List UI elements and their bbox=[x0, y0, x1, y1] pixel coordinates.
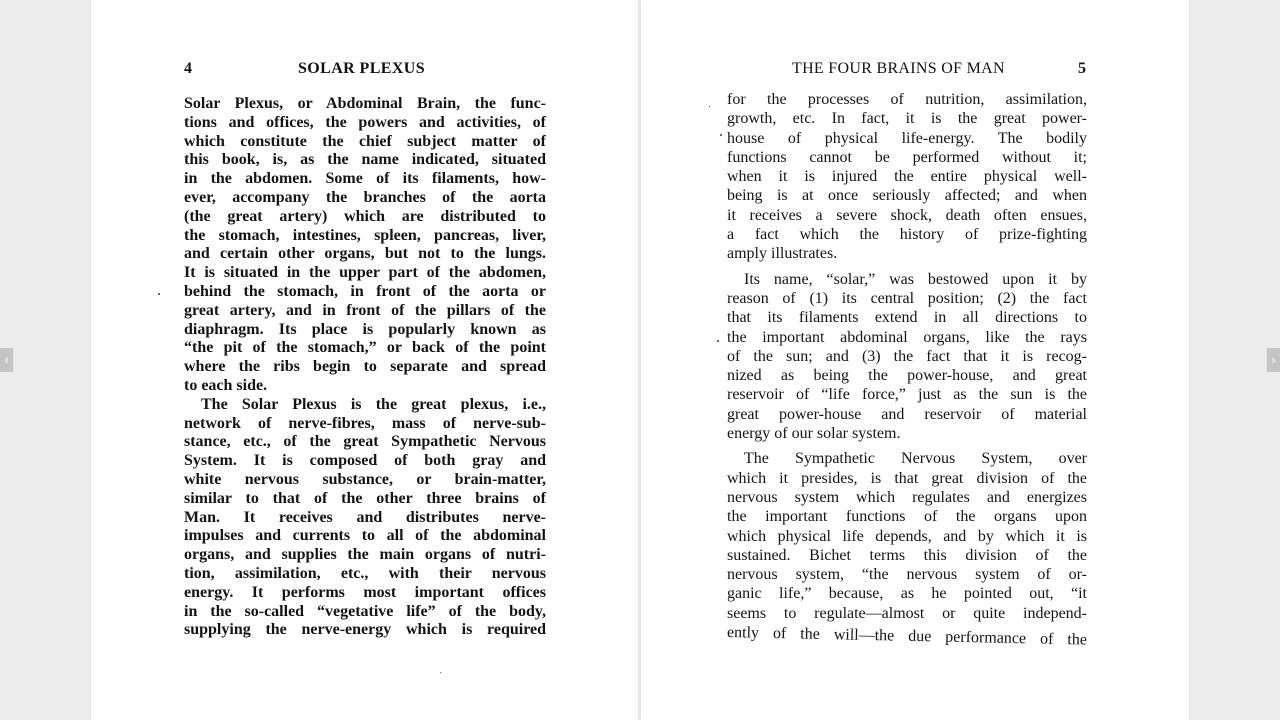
text-line: of the sun; and (3) the fact that it is recog- bbox=[727, 347, 1087, 365]
text-line: house of physical life-energy. The bodily bbox=[727, 129, 1087, 147]
next-page-button[interactable] bbox=[1267, 348, 1280, 372]
text-line: growth, etc. In fact, it is the great power- bbox=[727, 110, 1087, 128]
text-line: tion, assimilation, etc., with their nervous bbox=[184, 564, 546, 582]
text-line: nized as being the power-house, and great bbox=[727, 367, 1087, 385]
text-line: in the abdomen. Some of its filaments, how- bbox=[184, 170, 546, 188]
text-line: energy of our solar system. bbox=[727, 425, 901, 443]
page-number: 5 bbox=[1078, 60, 1087, 77]
text-line: Man. It receives and distributes nerve- bbox=[184, 508, 546, 526]
running-head: THE FOUR BRAINS OF MAN bbox=[792, 60, 1005, 77]
scan-speck bbox=[709, 106, 710, 107]
text-line: being is at once seriously affected; and when bbox=[727, 187, 1087, 205]
text-line: for the processes of nutrition, assimilation, bbox=[727, 91, 1087, 108]
text-line: supplying the nerve-energy which is required bbox=[184, 621, 546, 639]
text-line: “the pit of the stomach,” or back of the point bbox=[184, 339, 546, 357]
text-line: reason of (1) its central position; (2) the fact bbox=[727, 289, 1087, 307]
text-line: energy. It performs most important offices bbox=[184, 583, 546, 601]
text-line: diaphragm. Its place is popularly known as bbox=[184, 320, 546, 338]
right-page bbox=[641, 0, 1189, 720]
text-line: ently of the will—the due performance of the bbox=[726, 624, 1088, 649]
text-line: in the so-called “vegetative life” of the body, bbox=[184, 602, 546, 620]
text-line: that its filaments extend in all directions to bbox=[727, 309, 1087, 327]
text-line: behind the stomach, in front of the aorta or bbox=[184, 282, 546, 300]
scan-speck bbox=[720, 134, 722, 136]
previous-page-button[interactable] bbox=[0, 348, 13, 372]
text-line: which physical life depends, and by which it is bbox=[727, 527, 1087, 545]
text-line: organs, and supplies the main organs of nutri- bbox=[184, 546, 546, 564]
text-line: The Solar Plexus is the great plexus, i.e., bbox=[201, 395, 546, 413]
scan-speck bbox=[440, 672, 441, 673]
text-line: sustained. Bichet terms this division of the bbox=[727, 546, 1087, 564]
scan-speck bbox=[717, 340, 719, 342]
text-line: similar to that of the other three brains of bbox=[184, 489, 546, 507]
text-line: great power-house and reservoir of material bbox=[727, 405, 1087, 423]
page-text bbox=[184, 95, 546, 640]
running-head: SOLAR PLEXUS bbox=[298, 60, 426, 77]
text-line: this book, is, as the name indicated, situated bbox=[184, 151, 546, 169]
text-line: the important abdominal organs, like the rays bbox=[727, 328, 1087, 346]
text-line: reservoir of “life force,” just as the sun is the bbox=[727, 386, 1087, 404]
text-line: tions and offices, the powers and activities, of bbox=[184, 113, 546, 131]
text-line: when it is injured the entire physical well- bbox=[727, 168, 1087, 186]
left-page bbox=[91, 0, 638, 720]
text-line: System. It is composed of both gray and bbox=[184, 452, 546, 470]
text-line: white nervous substance, or brain-matter, bbox=[184, 470, 546, 488]
text-line: which constitute the chief subject matter of bbox=[184, 132, 546, 150]
text-line: great artery, and in front of the pillars of the bbox=[184, 301, 546, 319]
chevron-left-icon: ‹ bbox=[4, 353, 9, 367]
text-line: where the ribs begin to separate and spread bbox=[184, 358, 546, 376]
text-line: ganic life,” because, as he pointed out, “it bbox=[727, 585, 1087, 603]
text-line: It is situated in the upper part of the abdomen, bbox=[184, 264, 546, 282]
text-line: to each side. bbox=[184, 376, 268, 394]
text-line: and certain other organs, but not to the lungs. bbox=[184, 245, 546, 263]
text-line: amply illustrates. bbox=[727, 245, 838, 263]
text-line: a fact which the history of prize-fighting bbox=[727, 226, 1087, 244]
text-line: The Sympathetic Nervous System, over bbox=[744, 450, 1087, 468]
text-line: seems to regulate—almost or quite independ- bbox=[727, 604, 1087, 622]
text-line: stance, etc., of the great Sympathetic Nervous bbox=[184, 433, 546, 451]
page-text bbox=[726, 90, 1088, 649]
text-line: Its name, “solar,” was bestowed upon it by bbox=[744, 270, 1087, 288]
page-number: 4 bbox=[184, 60, 193, 77]
text-line: the stomach, intestines, spleen, pancreas, liver, bbox=[184, 226, 546, 244]
text-line: (the great artery) which are distributed to bbox=[184, 207, 546, 225]
text-line: Solar Plexus, or Abdominal Brain, the func- bbox=[184, 95, 546, 112]
text-line: which it presides, is that great division of the bbox=[727, 469, 1087, 487]
scan-speck bbox=[158, 293, 160, 295]
text-line: it receives a severe shock, death often ensues, bbox=[727, 206, 1087, 224]
text-line: ever, accompany the branches of the aorta bbox=[184, 188, 546, 206]
text-line: network of nerve-fibres, mass of nerve-sub- bbox=[184, 414, 546, 432]
text-line: nervous system which regulates and energizes bbox=[727, 488, 1087, 506]
text-line: impulses and currents to all of the abdominal bbox=[184, 527, 546, 545]
text-line: the important functions of the organs upon bbox=[727, 508, 1087, 526]
text-line: functions cannot be performed without it; bbox=[727, 148, 1087, 166]
text-line: nervous system, “the nervous system of or- bbox=[727, 566, 1087, 584]
chevron-right-icon: › bbox=[1271, 353, 1276, 367]
